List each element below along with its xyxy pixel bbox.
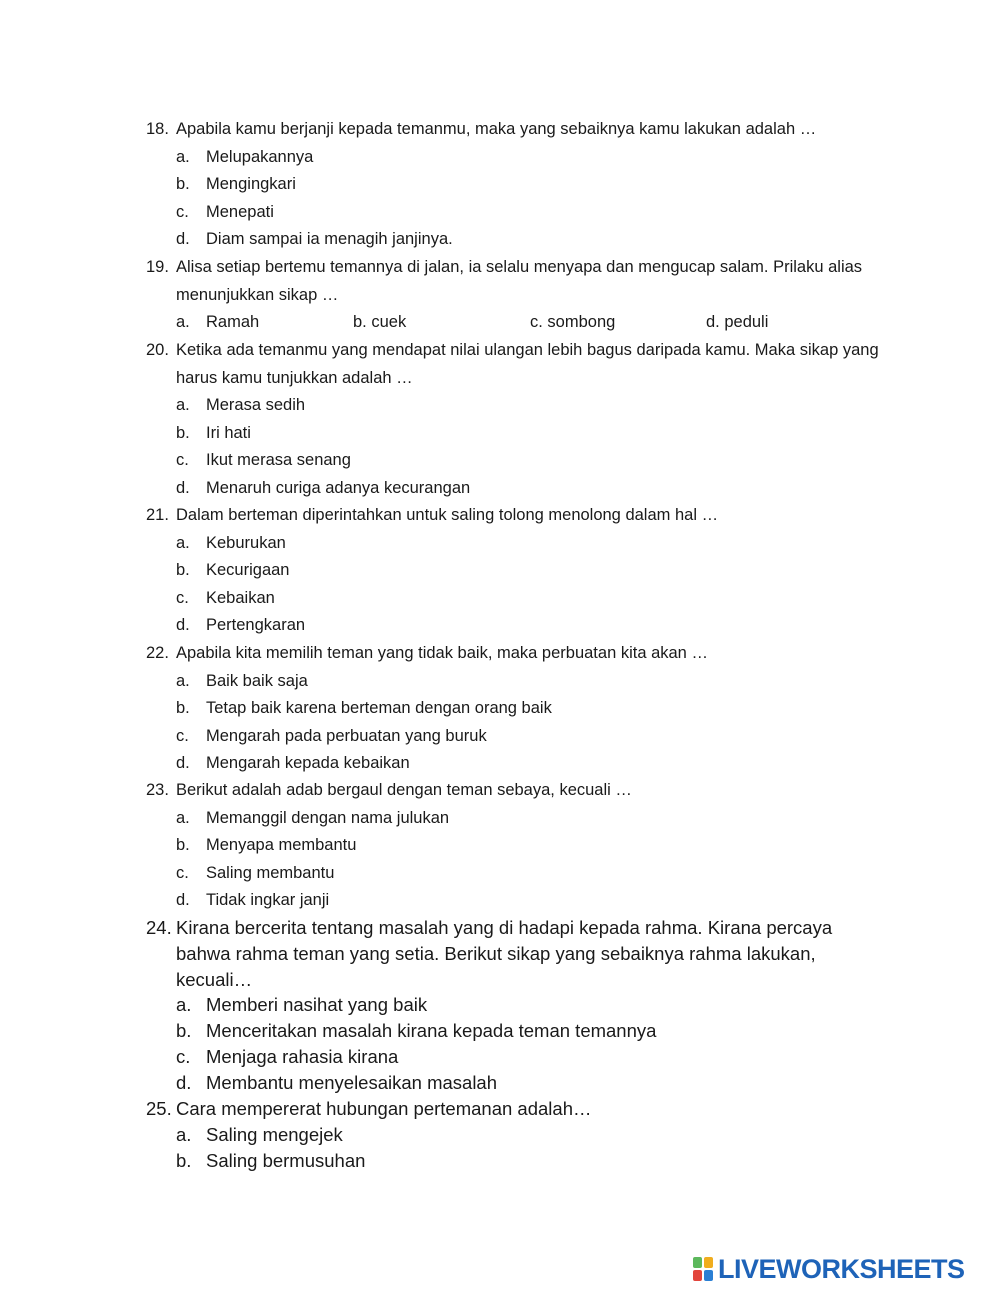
question-stem: Apabila kamu berjanji kepada temanmu, maka yang sebaiknya kamu lakukan adalah … bbox=[176, 120, 817, 138]
option-a-letter: a. bbox=[176, 313, 190, 332]
option-a: a. Melupakannya bbox=[176, 147, 314, 166]
option-b: b. Iri hati bbox=[176, 423, 251, 442]
liveworksheets-logo[interactable] bbox=[693, 1252, 965, 1286]
option-d: d. peduli bbox=[706, 313, 769, 332]
option-b: b. Tetap baik karena berteman dengan orang baik bbox=[176, 699, 552, 718]
question-stem: Ketika ada temanmu yang mendapat nilai ulangan lebih bagus daripada kamu. Maka sikap yang harus kamu tunjukkan adalah … bbox=[176, 341, 879, 387]
option-a: a. Keburukan bbox=[176, 533, 286, 552]
question-number: 24. bbox=[146, 917, 172, 938]
option-c: c. Mengarah pada perbuatan yang buruk bbox=[176, 726, 487, 745]
question-stem: Kirana bercerita tentang masalah yang di hadapi kepada rahma. Kirana percaya bahwa rahma teman yang setia. Berikut sikap yang sebaiknya rahma lakukan, kecuali… bbox=[176, 917, 833, 990]
option-c: c. Ikut merasa senang bbox=[176, 451, 351, 470]
question-number: 21. bbox=[146, 506, 169, 524]
option-a: a. Saling mengejek bbox=[176, 1123, 343, 1145]
question-20 bbox=[146, 337, 886, 503]
option-a: a. Memanggil dengan nama julukan bbox=[176, 808, 450, 827]
option-a: a. Memberi nasihat yang baik bbox=[176, 994, 428, 1016]
question-24 bbox=[146, 915, 886, 1096]
option-d: d. Diam sampai ia menagih janjinya. bbox=[176, 230, 453, 249]
option-b: b. Menceritakan masalah kirana kepada teman temannya bbox=[176, 1020, 657, 1042]
question-18 bbox=[146, 116, 886, 254]
option-b: b. Kecurigaan bbox=[176, 561, 290, 580]
question-stem: Berikut adalah adab bergaul dengan teman sebaya, kecuali … bbox=[176, 781, 632, 799]
option-d: d. Menaruh curiga adanya kecurangan bbox=[176, 478, 471, 497]
question-25 bbox=[146, 1096, 886, 1173]
option-b: b. Saling bermusuhan bbox=[176, 1149, 366, 1171]
option-d: d. Tidak ingkar janji bbox=[176, 891, 330, 910]
option-c: c. Menjaga rahasia kirana bbox=[176, 1045, 399, 1067]
question-number: 18. bbox=[146, 120, 169, 138]
question-number: 23. bbox=[146, 781, 169, 799]
option-c: c. Kebaikan bbox=[176, 588, 275, 607]
question-number: 22. bbox=[146, 644, 169, 662]
option-c: c. Saling membantu bbox=[176, 863, 335, 882]
option-d: d. Pertengkaran bbox=[176, 616, 306, 635]
question-number: 19. bbox=[146, 258, 169, 276]
question-stem: Dalam berteman diperintahkan untuk saling tolong menolong dalam hal … bbox=[176, 506, 719, 524]
question-stem: Apabila kita memilih teman yang tidak baik, maka perbuatan kita akan … bbox=[176, 644, 708, 662]
question-number: 25. bbox=[146, 1098, 172, 1119]
option-a: a. Merasa sedih bbox=[176, 396, 306, 415]
question-stem: Cara mempererat hubungan pertemanan adalah… bbox=[176, 1098, 592, 1119]
question-19 bbox=[146, 254, 886, 337]
option-c: c. sombong bbox=[530, 313, 616, 332]
option-b: b. cuek bbox=[353, 313, 407, 332]
liveworksheets-logo-icon bbox=[693, 1256, 715, 1282]
question-number: 20. bbox=[146, 341, 169, 359]
option-c: c. Menepati bbox=[176, 202, 274, 221]
option-a-text: Ramah bbox=[206, 313, 260, 332]
option-a: a. Baik baik saja bbox=[176, 671, 308, 690]
question-21 bbox=[146, 502, 886, 640]
inline-options bbox=[146, 309, 886, 337]
question-stem: Alisa setiap bertemu temannya di jalan, ia selalu menyapa dan mengucap salam. Prilaku alias menunjukkan sikap … bbox=[176, 258, 863, 304]
option-d: d. Mengarah kepada kebaikan bbox=[176, 754, 410, 773]
option-d: d. Membantu menyelesaikan masalah bbox=[176, 1071, 498, 1093]
question-23 bbox=[146, 777, 886, 915]
logo-text: LIVEWORKSHEETS bbox=[718, 1253, 965, 1284]
option-b: b. Menyapa membantu bbox=[176, 836, 357, 855]
option-b: b. Mengingkari bbox=[176, 175, 296, 194]
question-22 bbox=[146, 640, 886, 778]
